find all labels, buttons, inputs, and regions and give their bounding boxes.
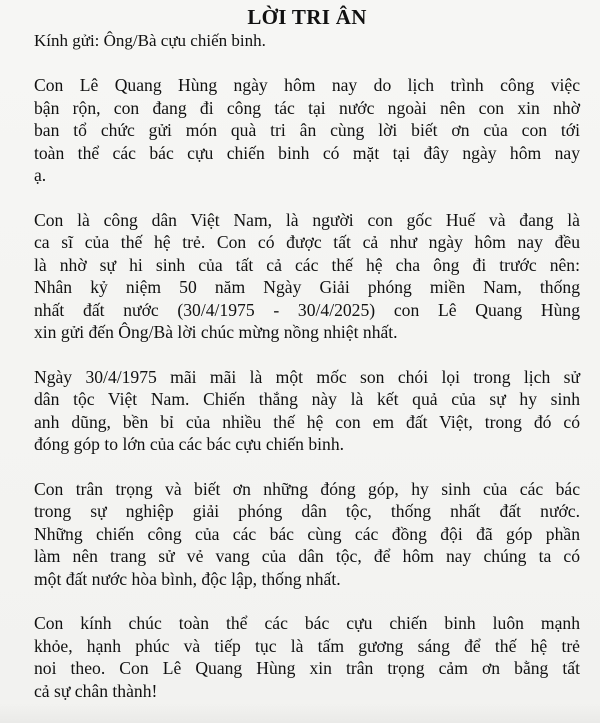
paragraph-line: xin gửi đến Ông/Bà lời chúc mừng nồng nhiệt nhất.	[34, 322, 398, 342]
page-bottom-shadow	[0, 703, 600, 723]
letter-paragraph	[34, 478, 580, 591]
paragraph-line: làm nên trang sử vẻ vang của dân tộc, để hôm nay chúng ta có	[34, 546, 580, 566]
paragraph-line: Con là công dân Việt Nam, là người con gốc Huế và đang là	[34, 209, 580, 230]
letter-body	[34, 74, 580, 702]
paragraph-line: anh dũng, bền bỉ của nhiều thế hệ con em đất Việt, trong đó có	[34, 411, 580, 432]
paragraph-line: ạ.	[34, 165, 47, 185]
letter-paragraph	[34, 209, 580, 344]
letter-paragraph	[34, 612, 580, 702]
paragraph-line: Con Lê Quang Hùng ngày hôm nay do lịch trình công việc	[34, 75, 580, 95]
paragraph-line: Nhân kỷ niệm 50 năm Ngày Giải phóng miền Nam, thống	[34, 277, 580, 297]
paragraph-line: một đất nước hòa bình, độc lập, thống nhất.	[34, 568, 341, 589]
letter-paragraph	[34, 366, 580, 456]
paragraph-line: toàn thể các bác cựu chiến binh có mặt tại đây ngày hôm nay	[34, 142, 580, 163]
paragraph-line: nhất đất nước (30/4/1975 - 30/4/2025) con Lê Quang Hùng	[34, 299, 580, 320]
paragraph-line: dân tộc Việt Nam. Chiến thắng này là kết quả của sự hy sinh	[34, 389, 580, 409]
paragraph-line: đóng góp to lớn của các bác cựu chiến binh.	[34, 434, 345, 454]
paragraph-line: là nhờ sự hi sinh của tất cả các thế hệ cha ông đi trước nên:	[34, 254, 580, 275]
paragraph-line: noi theo. Con Lê Quang Hùng xin trân trọng cảm ơn bằng tất	[34, 658, 580, 678]
paragraph-line: trong sự nghiệp giải phóng dân tộc, thống nhất đất nước.	[34, 501, 580, 521]
paragraph-line: ca sĩ của thế hệ trẻ. Con có được tất cả như ngày hôm nay đều	[34, 232, 580, 252]
paragraph-line: Ngày 30/4/1975 mãi mãi là một mốc son chói lọi trong lịch sử	[34, 366, 580, 387]
paragraph-line: ban tổ chức gửi món quà tri ân cùng lời biết ơn của con tới	[34, 120, 580, 140]
paragraph-line: Con kính chúc toàn thể các bác cựu chiến binh luôn mạnh	[34, 613, 580, 633]
letter-title: LỜI TRI ÂN	[247, 5, 367, 29]
paragraph-line: cả sự chân thành!	[34, 680, 158, 701]
paragraph-line: Những chiến công của các bác cùng các đồng đội đã góp phần	[34, 523, 580, 544]
letter-paragraph	[34, 74, 580, 187]
paragraph-line: bận rộn, con đang đi công tác tại nước ngoài nên con xin nhờ	[34, 97, 580, 118]
paragraph-line: khỏe, hạnh phúc và tiếp tục là tấm gương sáng để thế hệ trẻ	[34, 635, 580, 656]
paragraph-line: Con trân trọng và biết ơn những đóng góp, hy sinh của các bác	[34, 478, 580, 499]
letter-greeting: Kính gửi: Ông/Bà cựu chiến binh.	[34, 31, 266, 50]
